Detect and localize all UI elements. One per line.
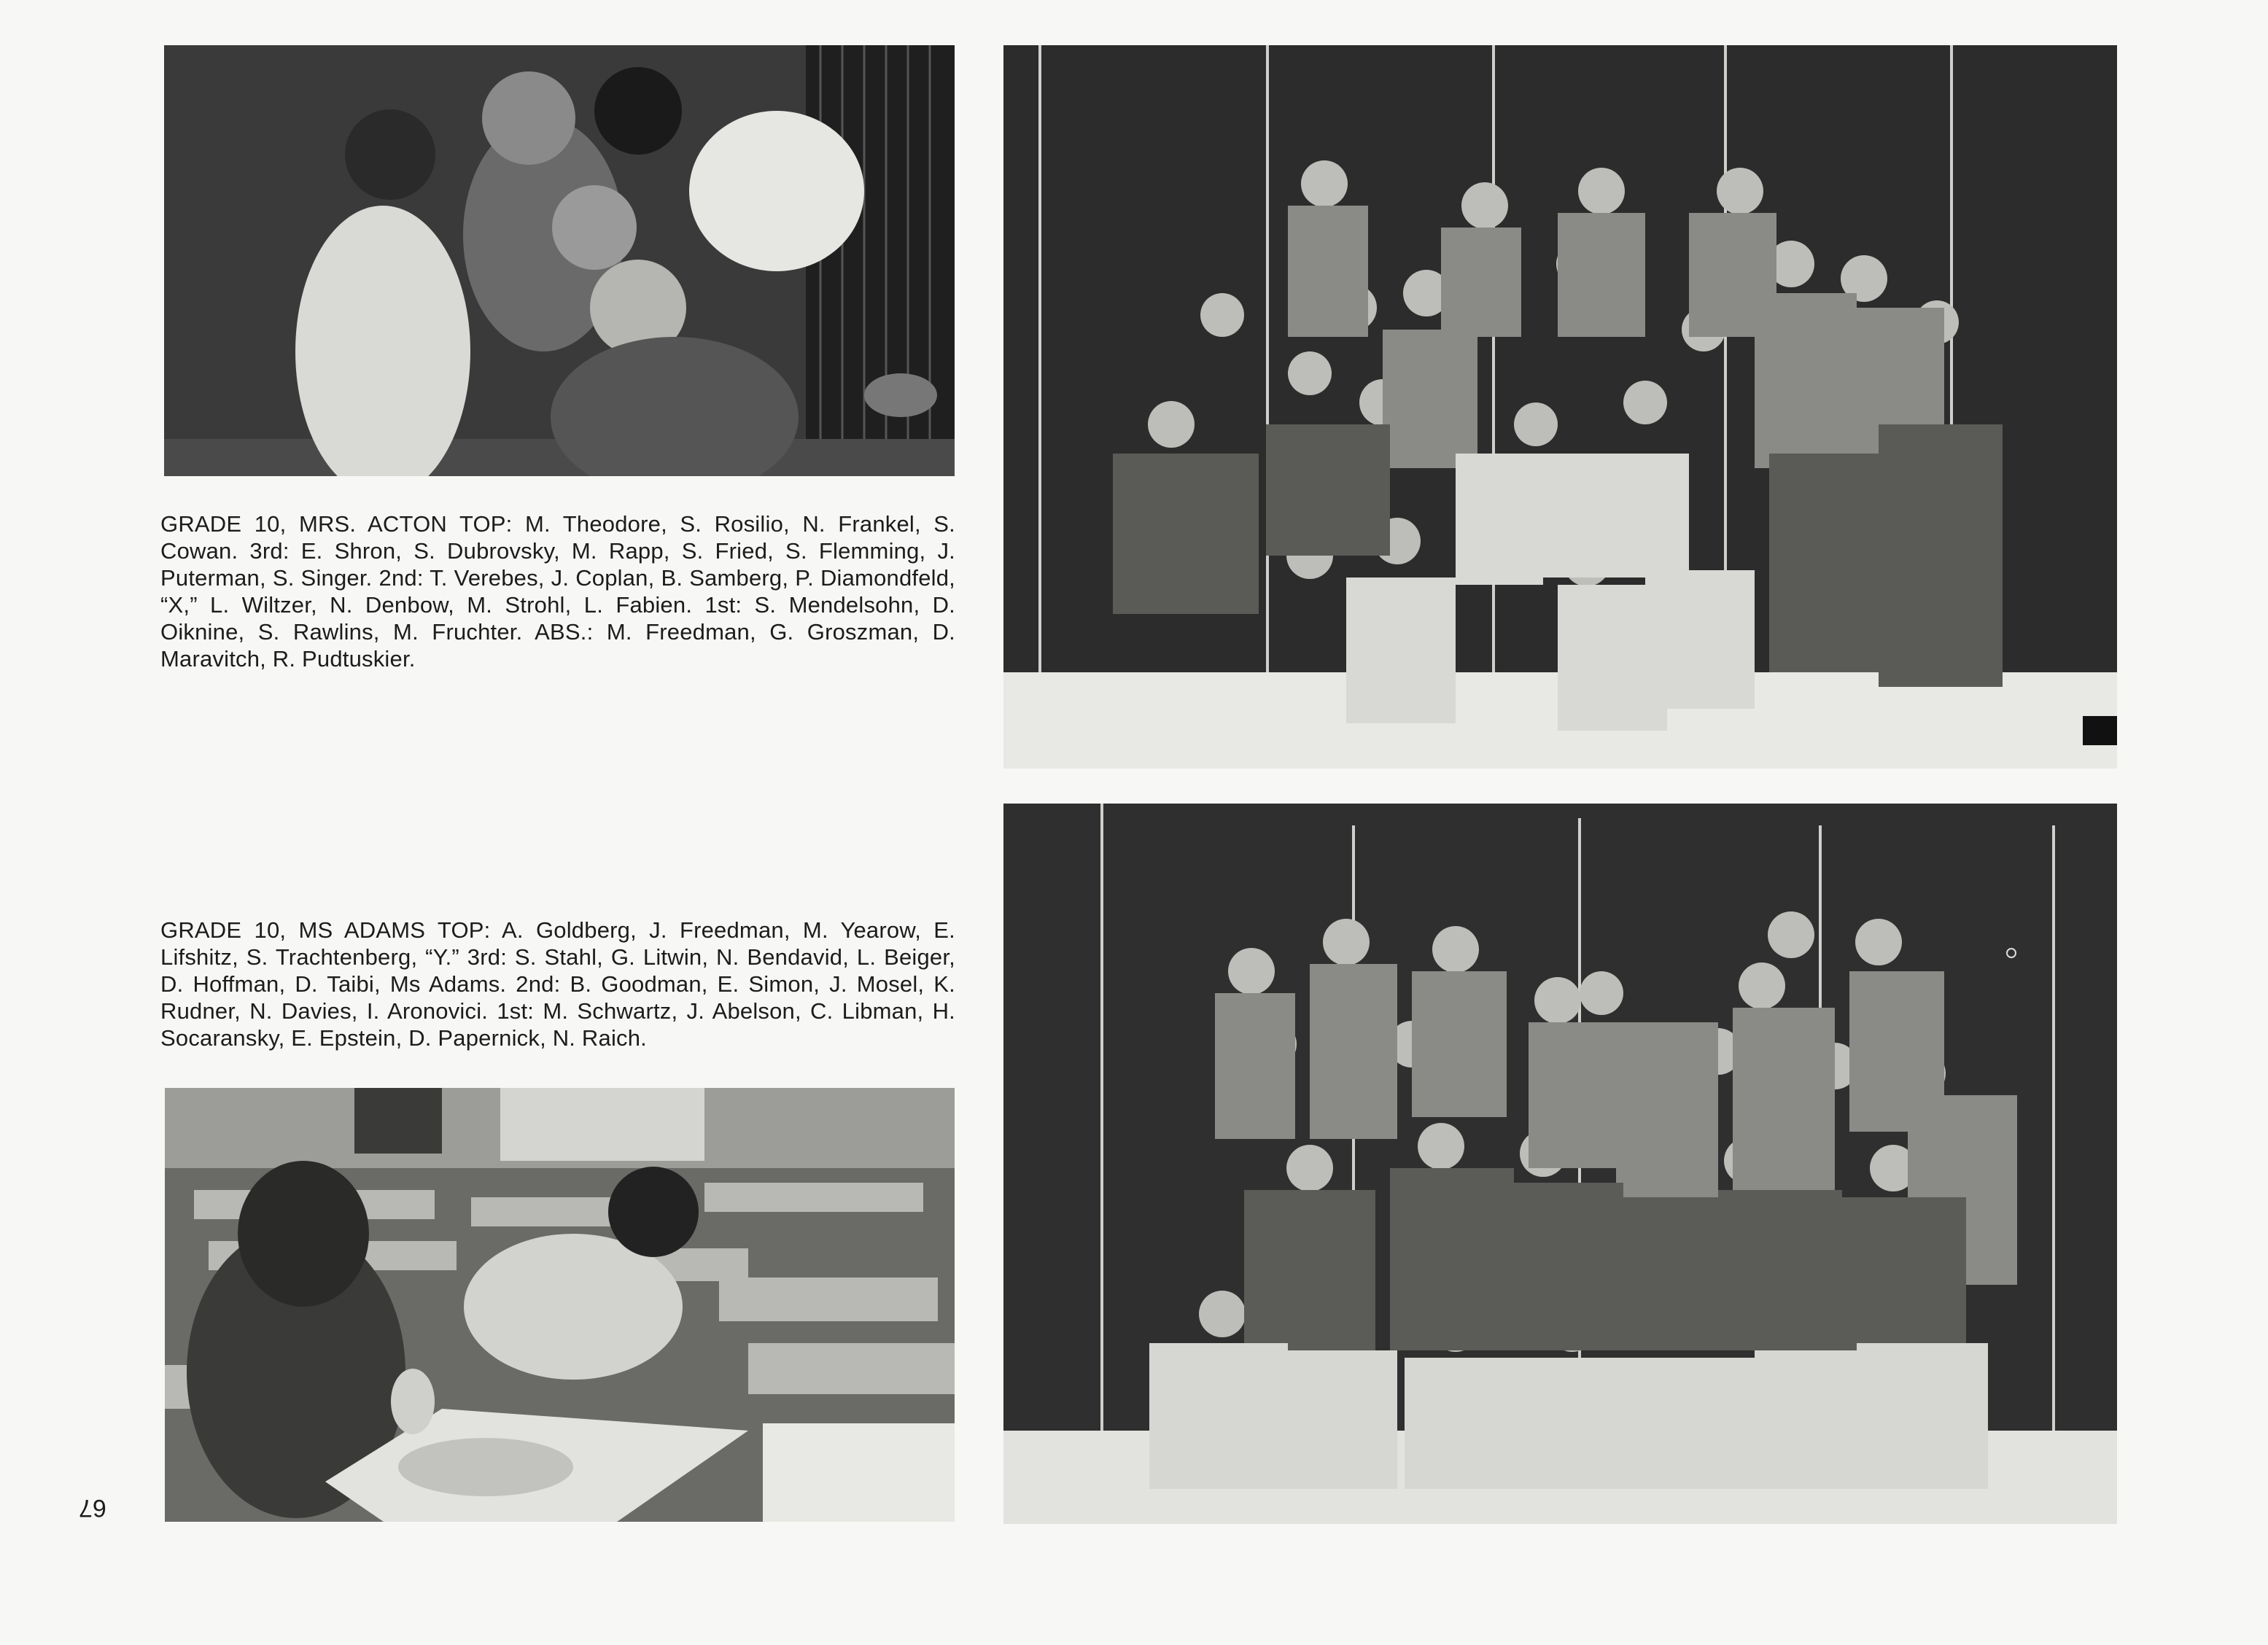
art-room-photo-image	[165, 1088, 955, 1522]
adams-class-caption	[160, 917, 955, 1051]
hallway-photo-image	[164, 45, 955, 476]
acton-class-caption	[160, 510, 955, 672]
art-room-photo	[165, 1088, 955, 1522]
hallway-photo	[164, 45, 955, 476]
acton-class-photo-image	[1003, 45, 2117, 769]
adams-class-photo	[1003, 804, 2117, 1524]
page-number: 67	[79, 1494, 106, 1522]
acton-class-caption-text: GRADE 10, MRS. ACTON TOP: M. Theodore, S. Rosilio, N. Frankel, S. Cowan. 3rd: E. Shron, S. Dubrovsky, M. Rapp, S. Fried, S. Flemming, J. Puterman, S. Singer. 2nd: T. Verebes, J. Coplan, B. Samberg, P. Diamondfeld, “X,” L. Wiltzer, N. Denbow, M. Strohl, L. Fabien. 1st: S. Mendelsohn, D. Oiknine, S. Rawlins, M. Fruchter. ABS.: M. Freedman, G. Groszman, D. Maravitch, R. Pudtuskier.	[160, 511, 955, 672]
acton-class-photo	[1003, 45, 2117, 769]
adams-class-photo-image	[1003, 804, 2117, 1524]
adams-class-caption-text: GRADE 10, MS ADAMS TOP: A. Goldberg, J. Freedman, M. Yearow, E. Lifshitz, S. Trachtenberg, “Y.” 3rd: S. Stahl, G. Litwin, N. Bendavid, L. Beiger, D. Hoffman, D. Taibi, Ms Adams. 2nd: B. Goodman, E. Simon, J. Mosel, K. Rudner, N. Davies, I. Aronovici. 1st: M. Schwartz, J. Abelson, C. Libman, H. Socaransky, E. Epstein, D. Papernick, N. Raich.	[160, 917, 955, 1051]
